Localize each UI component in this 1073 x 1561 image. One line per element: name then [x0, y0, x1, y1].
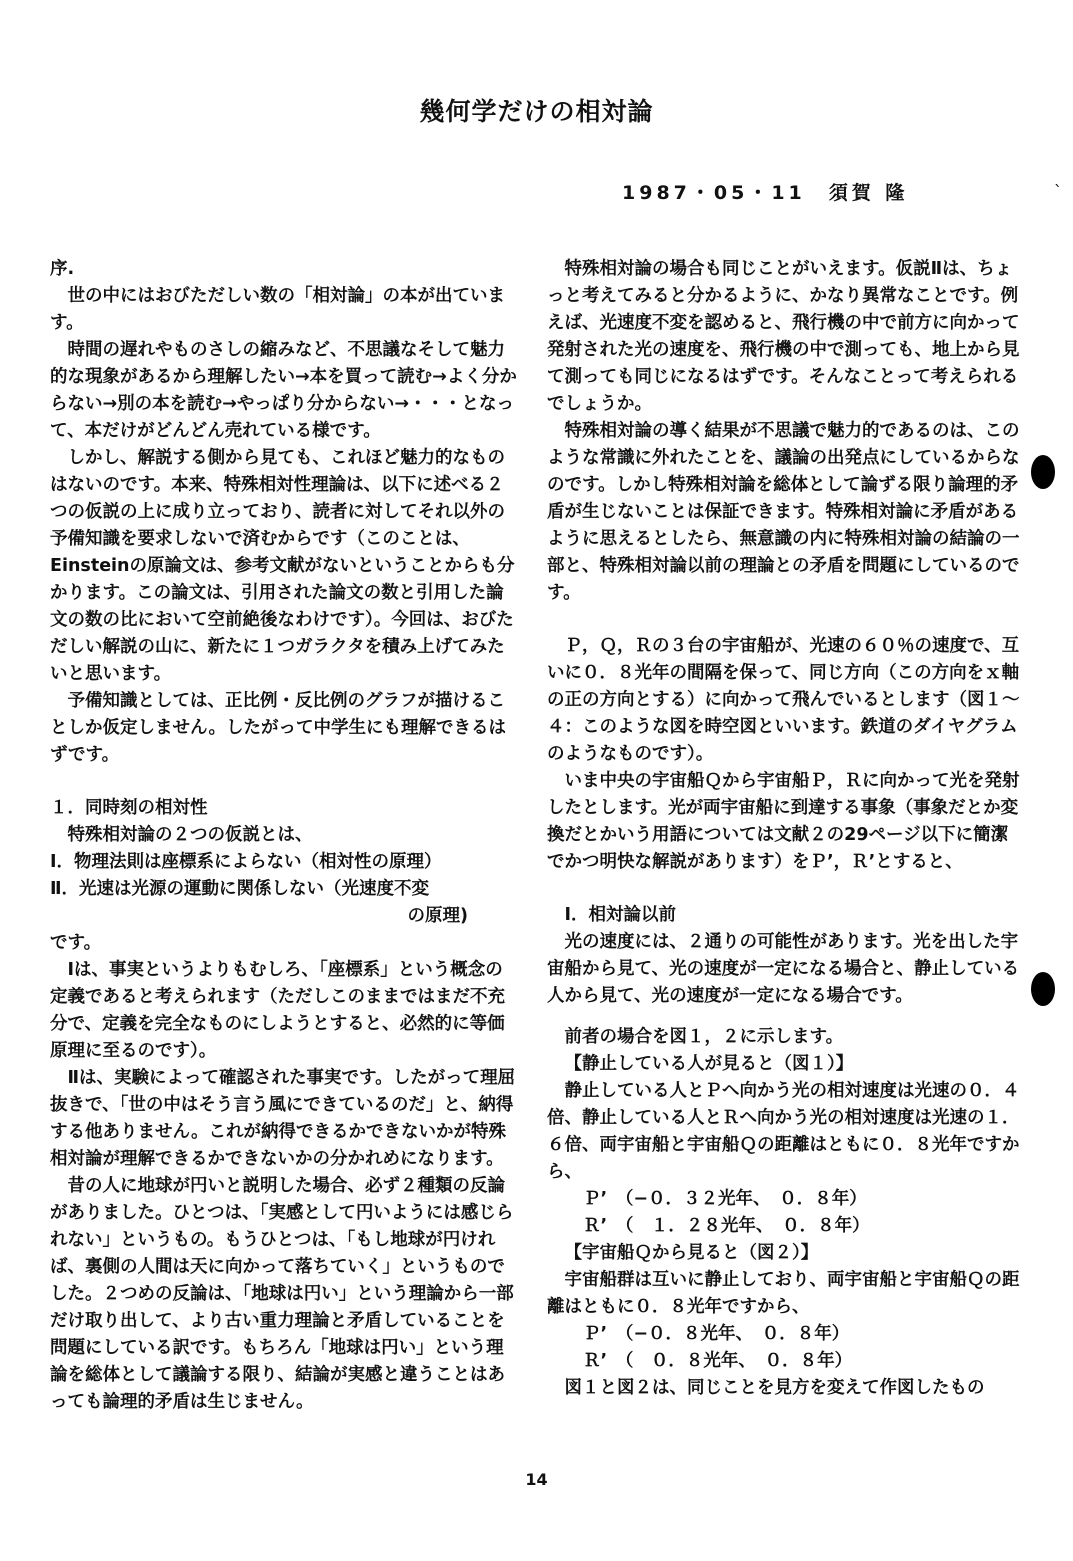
right-column	[547, 256, 1021, 1402]
paragraph: 特殊相対論の導く結果が不思議で魅力的であるのは、このような常識に外れたことを、議論の出発点にしているからなのです。しかし特殊相対論を総体として論ずる限り論理的矛盾が生じないことは保証できます。特殊相対論に矛盾があるように思えるとしたら、無意識の内に特殊相対論の結論の一部と、特殊相対論以前の理論との矛盾を問題にしているのです。	[547, 421, 1020, 603]
paragraph: 特殊相対論の場合も同じことがいえます。仮説Ⅱは、ちょっと考えてみると分かるように、かなり異常なことです。例えば、光速度不変を認めると、飛行機の中で前方に向かって発射された光の速度を、飛行機の中で測っても、地上から見て測っても同じになるはずです。そんなことって考えられるでしょうか。	[547, 259, 1020, 414]
spacer	[547, 876, 1021, 902]
paragraph: 世の中にはおびただしい数の「相対論」の本が出ています。	[50, 286, 505, 333]
spacer	[547, 1010, 1021, 1024]
paragraph: 時間の遅れやものさしの縮みなど、不思議なそして魅力的な現象があるから理解したい→本を買って読む→よく分からない→別の本を読む→やっぱり分からない→・・・となって、本だけがどんどん売れている様です。	[50, 340, 517, 441]
section-heading: Ⅰ．相対論以前	[564, 905, 677, 925]
left-column	[50, 256, 520, 1416]
paragraph: 宇宙船群は互いに静止しており、両宇宙船と宇宙船Ｑの距離はともに０．８光年ですから、	[547, 1270, 1020, 1317]
page-number: 14	[525, 1470, 548, 1489]
paragraph: しかし、解説する側から見ても、これほど魅力的なものはないのです。本来、特殊相対性理論は、以下に述べる２つの仮説の上に成り立っており、読者に対してそれ以外の予備知識を要求しないで済むからです（このことは、Einsteinの原論文は、参考文献がないということからも分かります。この論文は、引用された論文の数と引用した論文の数の比において空前絶後なわけです）。今回は、おびただしい解説の山に、新たに１つガラクタを積み上げてみたいと思います。	[50, 448, 515, 684]
page-title: 幾何学だけの相対論	[419, 97, 654, 126]
hypothesis-1: Ⅰ．物理法則は座標系によらない（相対性の原理）	[50, 852, 442, 872]
subheading: 【宇宙船Ｑから見ると（図２）】	[564, 1243, 819, 1263]
paragraph: 図１と図２は、同じことを見方を変えて作図したもの	[564, 1378, 985, 1398]
spacer	[50, 769, 520, 795]
paragraph: です。	[50, 933, 102, 953]
paragraph: 前者の場合を図１，２に示します。	[564, 1027, 844, 1047]
paragraph: 昔の人に地球が円いと説明した場合、必ず２種類の反論がありました。ひとつは、「実感として円いようには感じられない」というもの。もうひとつは、「もし地球が円ければ、裏側の人間は天に向かって落ちていく」というものでした。２つめの反論は、「地球は円い」という理論から一部だけ取り出して、より古い重力理論と矛盾していることを問題にしている訳です。もちろん「地球は円い」という理論を総体として議論する限り、結論が実感と違うことはあっても論理的矛盾は生じません。	[50, 1176, 514, 1412]
section-heading-preface: 序.	[50, 259, 75, 279]
paragraph: Ｐ，Ｑ，Ｒの３台の宇宙船が、光速の６０％の速度で、互いに０．８光年の間隔を保って、同じ方向（この方向をｘ軸の正の方向とする）に向かって飛んでいるとします（図１～４：このような図を時空図といいます。鉄道のダイヤグラムのようなものです）。	[547, 636, 1020, 764]
hypothesis-2: Ⅱ．光速は光源の運動に関係しない（光速度不変	[50, 879, 430, 899]
binder-hole-mark	[1031, 455, 1055, 489]
coordinate-line: Ｒ’ （ ０．８光年、 ０．８年）	[583, 1351, 853, 1371]
coordinate-line: Ｐ’ （−０．３２光年、 ０．８年）	[583, 1189, 867, 1209]
spacer	[547, 607, 1021, 633]
paragraph: 予備知識としては、正比例・反比例のグラフが描けることしか仮定しません。したがって中学生にも理解できるはずです。	[50, 691, 507, 765]
binder-hole-mark	[1031, 972, 1055, 1006]
paragraph: 静止している人とＰへ向かう光の相対速度は光速の０．４倍、静止している人とＲへ向かう光の相対速度は光速の１．６倍、両宇宙船と宇宙船Ｑの距離はともに０．８光年ですから、	[547, 1081, 1020, 1182]
paragraph: Ⅱは、実験によって確認された事実です。したがって理屈抜きで、「世の中はそう言う風にできているのだ」と、納得する他ありません。これが納得できるかできないかが特殊相対論が理解できるかできないかの分かれめになります。	[50, 1068, 516, 1169]
hypothesis-2-cont: の原理)	[407, 906, 468, 926]
paragraph: 特殊相対論の２つの仮説とは、	[67, 825, 313, 845]
coordinate-line: Ｐ’ （−０．８光年、 ０．８年）	[583, 1324, 850, 1344]
paragraph: 光の速度には、２通りの可能性があります。光を出した宇宙船から見て、光の速度が一定になる場合と、静止している人から見て、光の速度が一定になる場合です。	[547, 932, 1020, 1006]
coordinate-line: Ｒ’ （ １．２８光年、 ０．８年）	[583, 1216, 870, 1236]
date-author-line: 1987・05・11 須賀 隆	[622, 182, 909, 204]
paragraph: いま中央の宇宙船Ｑから宇宙船Ｐ，Ｒに向かって光を発射したとします。光が両宇宙船に到達する事象（事象だとか変換だとかいう用語については文献２の29ページ以下に簡潔でかつ明快な解説があります）をＰ’，Ｒ’とすると、	[547, 771, 1020, 872]
paragraph: Ⅰは、事実というよりもむしろ、「座標系」という概念の定義であると考えられます（ただしこのままではまだ不充分で、定義を完全なものにしようとすると、必然的に等価原理に至るのです）。	[50, 960, 505, 1061]
subheading: 【静止している人が見ると（図１）】	[564, 1054, 854, 1074]
stray-mark: ˋ	[1054, 182, 1062, 201]
section-heading: １．同時刻の相対性	[50, 798, 208, 818]
